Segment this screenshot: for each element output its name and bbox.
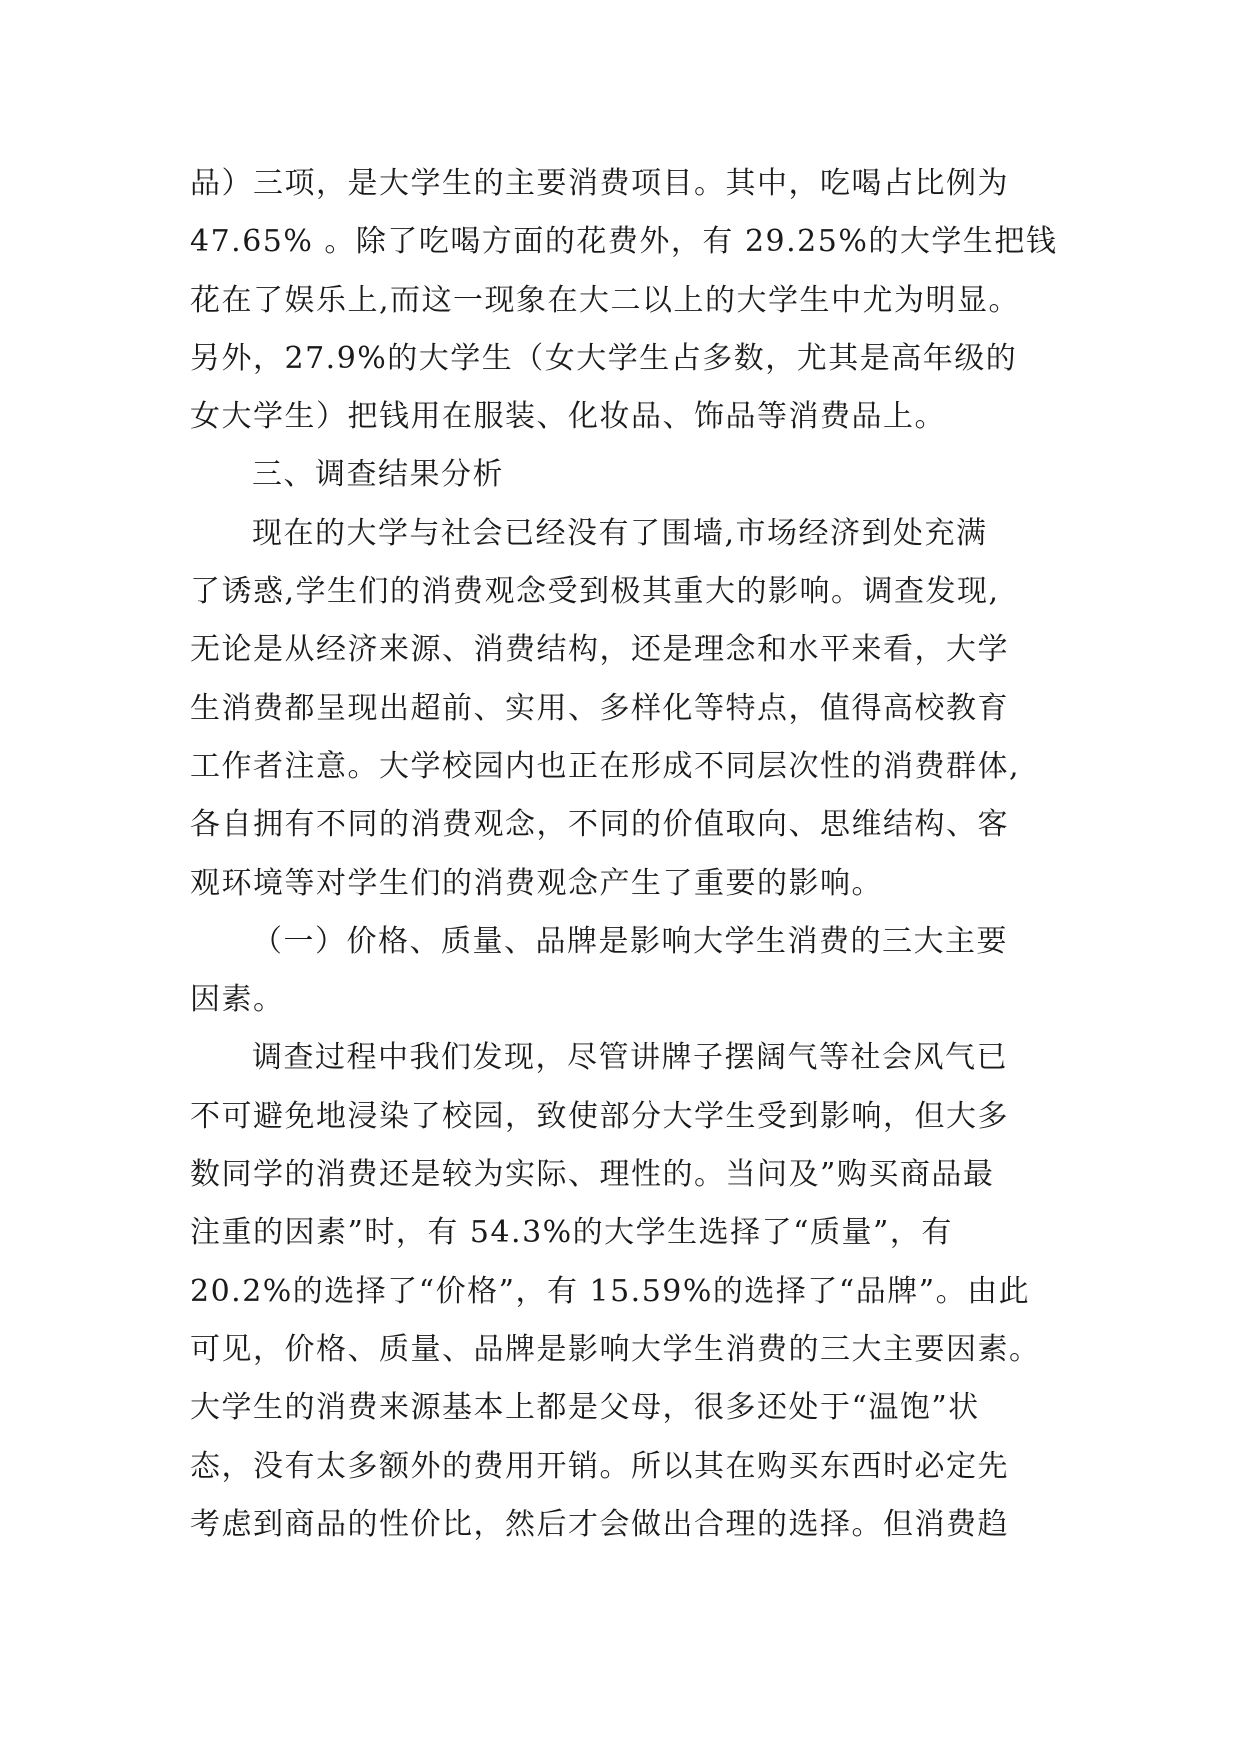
text-line: 了诱惑,学生们的消费观念受到极其重大的影响。调查发现, <box>190 574 1000 610</box>
text-line: 无论是从经济来源、消费结构，还是理念和水平来看，大学 <box>190 632 1009 668</box>
section-heading: 三、调查结果分析 <box>252 457 504 493</box>
text-line: 花在了娱乐上,而这一现象在大二以上的大学生中尤为明显。 <box>190 282 1021 318</box>
text-line: 调查过程中我们发现，尽管讲牌子摆阔气等社会风气已 <box>252 1040 1008 1076</box>
body-text <box>190 155 1060 1554</box>
text-line: 数同学的消费还是较为实际、理性的。当问及”购买商品最 <box>190 1157 995 1193</box>
subsection-heading: （一）价格、质量、品牌是影响大学生消费的三大主要 <box>252 923 1008 959</box>
text-line: 考虑到商品的性价比，然后才会做出合理的选择。但消费趋 <box>190 1506 1009 1542</box>
text-line: 可见，价格、质量、品牌是影响大学生消费的三大主要因素。 <box>190 1331 1041 1367</box>
text-line: 20.2%的选择了“价格”，有 15.59%的选择了“品牌”。由此 <box>190 1273 1031 1309</box>
text-line: 各自拥有不同的消费观念，不同的价值取向、思维结构、客 <box>190 807 1009 843</box>
text-line: 态，没有太多额外的费用开销。所以其在购买东西时必定先 <box>190 1448 1009 1484</box>
text-line: 注重的因素”时，有 54.3%的大学生选择了“质量”，有 <box>190 1215 953 1251</box>
text-line: 现在的大学与社会已经没有了围墙,市场经济到处充满 <box>252 515 988 551</box>
text-line: 因素。 <box>190 982 285 1018</box>
text-line: 工作者注意。大学校园内也正在形成不同层次性的消费群体, <box>190 748 1021 784</box>
text-line: 观环境等对学生们的消费观念产生了重要的影响。 <box>190 865 883 901</box>
text-line: 女大学生）把钱用在服装、化妆品、饰品等消费品上。 <box>190 399 946 435</box>
text-line: 不可避免地浸染了校园，致使部分大学生受到影响，但大多 <box>190 1098 1009 1134</box>
text-line: 大学生的消费来源基本上都是父母，很多还处于“温饱”状 <box>190 1390 980 1426</box>
text-line: 47.65% 。除了吃喝方面的花费外，有 29.25%的大学生把钱 <box>190 224 1058 260</box>
text-line: 生消费都呈现出超前、实用、多样化等特点，值得高校教育 <box>190 690 1009 726</box>
text-line: 另外，27.9%的大学生（女大学生占多数，尤其是高年级的 <box>190 340 1018 376</box>
text-line: 品）三项，是大学生的主要消费项目。其中，吃喝占比例为 <box>190 166 1009 201</box>
